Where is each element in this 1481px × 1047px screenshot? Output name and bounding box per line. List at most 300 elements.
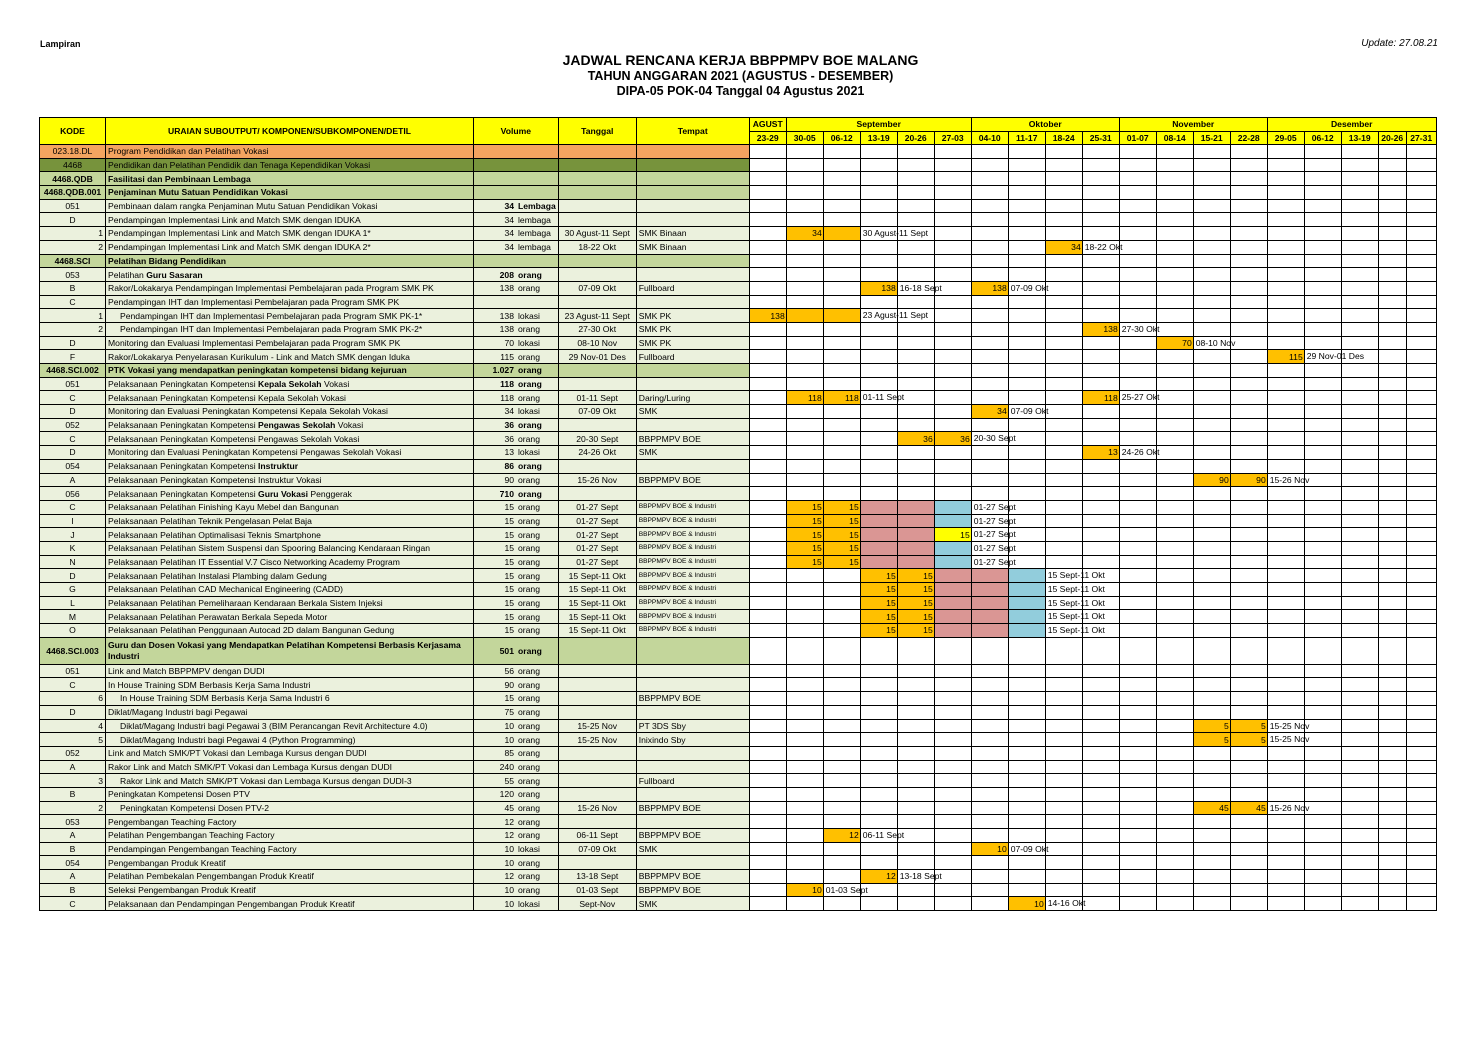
week-cell xyxy=(1082,541,1119,555)
row-date xyxy=(558,186,636,200)
week-cell xyxy=(1267,268,1304,282)
volume-number: 1.027 xyxy=(492,365,514,376)
week-cell xyxy=(786,432,823,446)
row-volume xyxy=(474,309,559,323)
row-place: BBPPMPV BOE xyxy=(636,829,749,843)
week-cell xyxy=(1119,145,1156,159)
week-cell xyxy=(823,774,860,788)
week-cell xyxy=(1082,842,1119,856)
week-cell xyxy=(749,432,786,446)
week-cell xyxy=(1193,856,1230,870)
row-description: Pelaksanaan Peningkatan Kompetensi Pengawas Sekolah Vokasi xyxy=(106,418,474,432)
row-date: 15 Sept-11 Okt xyxy=(558,596,636,610)
row-code: I xyxy=(40,514,106,528)
week-cell xyxy=(860,760,897,774)
row-code: B xyxy=(40,842,106,856)
volume-number: 10 xyxy=(504,734,514,745)
week-cell xyxy=(1304,405,1341,419)
week-cell xyxy=(971,309,1008,323)
week-value: 138 xyxy=(881,283,896,294)
row-place: BBPPMPV BOE & Industri xyxy=(636,596,749,610)
week-cell xyxy=(1267,405,1304,419)
volume-unit: orang xyxy=(518,871,540,882)
week-cell xyxy=(823,213,860,227)
week-cell xyxy=(971,829,1008,843)
week-value: 15 xyxy=(886,584,896,595)
week-cell xyxy=(749,500,786,514)
volume-unit: lokasi xyxy=(518,447,540,458)
week-value: 15 xyxy=(923,584,933,595)
week-cell xyxy=(1406,145,1436,159)
week-cell xyxy=(1082,391,1119,405)
row-date: 15 Sept-11 Okt xyxy=(558,610,636,624)
week-cell xyxy=(1341,295,1378,309)
week-value: 90 xyxy=(1256,474,1266,485)
week-cell xyxy=(1045,637,1082,664)
week-cell xyxy=(1156,733,1193,747)
week-cell xyxy=(823,733,860,747)
week-value: 15 xyxy=(812,556,822,567)
week-date-label: 01-27 Sept xyxy=(973,556,1016,567)
week-cell xyxy=(1119,787,1156,801)
week-value: 118 xyxy=(1104,392,1118,403)
week-cell xyxy=(934,487,971,501)
week-cell xyxy=(1341,842,1378,856)
week-cell xyxy=(1082,309,1119,323)
week-cell xyxy=(1156,473,1193,487)
row-volume xyxy=(474,774,559,788)
week-value: 45 xyxy=(1256,802,1266,813)
week-value: 13 xyxy=(1108,447,1118,458)
week-cell xyxy=(1045,528,1082,542)
week-cell xyxy=(934,158,971,172)
week-cell xyxy=(1230,500,1267,514)
week-cell xyxy=(1230,446,1267,460)
week-cell xyxy=(897,569,934,583)
week-cell xyxy=(1082,227,1119,241)
week-value: 34 xyxy=(997,406,1007,417)
week-cell xyxy=(1119,309,1156,323)
week-cell xyxy=(860,172,897,186)
week-cell xyxy=(1008,760,1045,774)
week-cell xyxy=(1156,364,1193,378)
week-cell xyxy=(749,692,786,706)
volume-unit: orang xyxy=(518,707,540,718)
week-cell xyxy=(1045,678,1082,692)
week-cell xyxy=(934,418,971,432)
week-cell xyxy=(934,829,971,843)
week-cell xyxy=(823,596,860,610)
row-code: A xyxy=(40,829,106,843)
week-cell xyxy=(1267,281,1304,295)
week-cell xyxy=(1008,815,1045,829)
week-cell xyxy=(897,692,934,706)
week-cell xyxy=(1341,213,1378,227)
week-cell xyxy=(1341,610,1378,624)
week-cell xyxy=(1156,897,1193,911)
week-cell xyxy=(1341,364,1378,378)
row-code: 056 xyxy=(40,487,106,501)
week-cell xyxy=(786,336,823,350)
row-volume xyxy=(474,514,559,528)
week-cell xyxy=(1378,268,1406,282)
week-cell xyxy=(971,145,1008,159)
week-cell xyxy=(1045,446,1082,460)
week-cell xyxy=(971,350,1008,364)
week-cell xyxy=(1378,528,1406,542)
week-date-label: 15-26 Nov xyxy=(1269,474,1310,485)
week-cell xyxy=(823,309,860,323)
week-cell xyxy=(1156,268,1193,282)
week-date-label: 07-09 Okt xyxy=(1010,843,1049,854)
row-date: 01-27 Sept xyxy=(558,541,636,555)
week-cell xyxy=(1378,569,1406,583)
row-place: BBPPMPV BOE & Industri xyxy=(636,610,749,624)
week-cell xyxy=(1341,254,1378,268)
row-volume xyxy=(474,870,559,884)
week-cell xyxy=(860,842,897,856)
week-cell xyxy=(786,295,823,309)
description-emphasis: Instruktur xyxy=(258,461,299,472)
row-place xyxy=(636,377,749,391)
week-cell xyxy=(1406,787,1436,801)
week-cell xyxy=(1267,664,1304,678)
week-cell xyxy=(1378,555,1406,569)
week-cell xyxy=(1045,500,1082,514)
week-cell xyxy=(897,883,934,897)
week-cell xyxy=(1156,555,1193,569)
week-cell xyxy=(823,405,860,419)
week-cell xyxy=(1267,514,1304,528)
row-volume xyxy=(474,199,559,213)
week-cell xyxy=(1267,842,1304,856)
week-cell xyxy=(823,500,860,514)
week-cell xyxy=(1082,254,1119,268)
week-value: 15 xyxy=(923,570,933,581)
week-date-label: 15 Sept-11 Okt xyxy=(1047,625,1105,636)
row-description: Diklat/Magang Industri bagi Pegawai xyxy=(106,705,474,719)
week-cell xyxy=(1045,829,1082,843)
week-cell xyxy=(1045,391,1082,405)
week-cell xyxy=(1156,432,1193,446)
row-code: 4468.SCI.003 xyxy=(40,637,106,664)
week-cell xyxy=(749,145,786,159)
week-cell xyxy=(1008,459,1045,473)
week-cell xyxy=(1119,172,1156,186)
week-cell xyxy=(934,787,971,801)
week-header: 20-26 xyxy=(1378,131,1406,145)
week-cell xyxy=(1156,692,1193,706)
description-emphasis: Guru Sasaran xyxy=(146,269,203,280)
table-row xyxy=(40,473,1437,487)
week-cell xyxy=(823,787,860,801)
row-volume xyxy=(474,500,559,514)
row-volume xyxy=(474,473,559,487)
week-cell xyxy=(1406,432,1436,446)
row-code: 052 xyxy=(40,746,106,760)
row-volume xyxy=(474,897,559,911)
volume-number: 12 xyxy=(504,830,514,841)
row-place xyxy=(636,760,749,774)
week-cell xyxy=(1304,774,1341,788)
week-cell xyxy=(1193,145,1230,159)
week-cell xyxy=(1341,829,1378,843)
week-cell xyxy=(1119,322,1160,336)
week-cell xyxy=(1082,459,1119,473)
week-cell xyxy=(1341,459,1378,473)
row-place: BBPPMPV BOE & Industri xyxy=(636,569,749,583)
week-cell xyxy=(1230,405,1267,419)
week-cell xyxy=(971,213,1008,227)
week-cell xyxy=(786,870,823,884)
row-place: SMK Binaan xyxy=(636,227,749,241)
week-cell xyxy=(1341,514,1378,528)
week-cell xyxy=(1304,815,1341,829)
week-cell xyxy=(1008,446,1045,460)
row-code: A xyxy=(40,870,106,884)
row-code: 1 xyxy=(40,227,106,241)
week-cell xyxy=(1378,514,1406,528)
week-cell xyxy=(1341,309,1378,323)
week-cell xyxy=(1378,664,1406,678)
row-description: Penjaminan Mutu Satuan Pendidikan Vokasi xyxy=(106,186,474,200)
row-volume xyxy=(474,391,559,405)
week-cell xyxy=(786,309,823,323)
week-cell xyxy=(971,746,1008,760)
table-row xyxy=(40,856,1437,870)
row-place xyxy=(636,254,749,268)
week-cell xyxy=(1267,787,1304,801)
week-cell xyxy=(1230,309,1267,323)
row-date: 01-27 Sept xyxy=(558,500,636,514)
week-cell xyxy=(1119,254,1156,268)
volume-unit: orang xyxy=(518,611,540,622)
week-cell xyxy=(1008,322,1045,336)
week-cell xyxy=(749,336,786,350)
week-cell xyxy=(823,514,860,528)
row-volume xyxy=(474,583,559,597)
volume-unit: lokasi xyxy=(518,898,540,909)
table-row xyxy=(40,692,1437,706)
week-cell xyxy=(1378,240,1406,254)
week-cell xyxy=(1082,186,1119,200)
row-date xyxy=(558,158,636,172)
row-place xyxy=(636,418,749,432)
table-row xyxy=(40,774,1437,788)
week-cell xyxy=(1406,664,1436,678)
week-cell xyxy=(860,815,897,829)
week-cell xyxy=(1082,295,1119,309)
week-cell xyxy=(1082,733,1119,747)
week-cell xyxy=(1304,719,1341,733)
row-code: 3 xyxy=(40,774,106,788)
week-cell xyxy=(1008,350,1045,364)
row-place xyxy=(636,678,749,692)
week-cell xyxy=(1406,295,1436,309)
week-cell xyxy=(1156,309,1193,323)
week-cell xyxy=(1193,418,1230,432)
week-cell xyxy=(1378,500,1406,514)
week-cell xyxy=(1267,610,1304,624)
week-cell xyxy=(1378,637,1406,664)
week-cell xyxy=(1267,596,1304,610)
week-cell xyxy=(1406,678,1436,692)
week-cell xyxy=(971,227,1008,241)
volume-number: 15 xyxy=(504,515,514,526)
week-cell xyxy=(1045,432,1082,446)
week-cell xyxy=(971,459,1008,473)
week-cell xyxy=(1341,815,1378,829)
week-cell xyxy=(1267,692,1304,706)
week-cell xyxy=(1119,664,1156,678)
row-date: 07-09 Okt xyxy=(558,842,636,856)
update-date: Update: 27.08.21 xyxy=(1361,38,1438,49)
week-cell xyxy=(1267,637,1304,664)
week-cell xyxy=(1045,281,1082,295)
week-cell xyxy=(1008,842,1049,856)
row-description: Pelaksanaan Pelatihan Instalasi Plambing dalam Gedung xyxy=(106,569,474,583)
week-cell xyxy=(1378,145,1406,159)
week-value: 15 xyxy=(849,543,859,554)
week-cell xyxy=(1045,213,1082,227)
row-description: Seleksi Pengembangan Produk Kreatif xyxy=(106,883,474,897)
row-date: 01-03 Sept xyxy=(558,883,636,897)
week-cell xyxy=(1378,774,1406,788)
week-cell xyxy=(1156,254,1193,268)
week-cell xyxy=(823,528,860,542)
week-cell xyxy=(1230,746,1267,760)
week-cell xyxy=(1341,746,1378,760)
row-place: BBPPMPV BOE xyxy=(636,432,749,446)
table-row xyxy=(40,213,1437,227)
week-cell xyxy=(897,897,934,911)
row-date: 07-09 Okt xyxy=(558,281,636,295)
row-code: J xyxy=(40,528,106,542)
table-row xyxy=(40,678,1437,692)
week-cell xyxy=(1193,815,1230,829)
week-cell xyxy=(971,842,1008,856)
week-cell xyxy=(786,172,823,186)
row-date xyxy=(558,459,636,473)
week-cell xyxy=(786,746,823,760)
volume-unit: orang xyxy=(518,625,540,636)
week-cell xyxy=(1378,227,1406,241)
week-cell xyxy=(934,227,971,241)
row-place: SMK xyxy=(636,405,749,419)
table-row xyxy=(40,172,1437,186)
week-cell xyxy=(749,377,786,391)
week-cell xyxy=(1230,610,1267,624)
week-cell xyxy=(786,213,823,227)
week-cell xyxy=(1304,364,1341,378)
week-header: 22-28 xyxy=(1230,131,1267,145)
week-date-label: 20-30 Sept xyxy=(973,433,1016,444)
week-cell xyxy=(1082,213,1119,227)
week-cell xyxy=(1156,459,1193,473)
week-cell xyxy=(1304,555,1341,569)
week-cell xyxy=(1193,624,1230,638)
week-cell xyxy=(749,787,786,801)
week-cell xyxy=(1304,610,1341,624)
week-cell xyxy=(1045,336,1082,350)
row-description: Pelaksanaan Peningkatan Kompetensi Instruktur Vokasi xyxy=(106,473,474,487)
week-cell xyxy=(1119,829,1156,843)
week-cell xyxy=(860,528,897,542)
week-cell xyxy=(1193,733,1230,747)
week-cell xyxy=(1341,555,1378,569)
week-value: 34 xyxy=(1071,242,1081,253)
row-volume xyxy=(474,405,559,419)
week-cell xyxy=(1230,842,1267,856)
week-cell xyxy=(897,405,934,419)
week-cell xyxy=(1193,268,1230,282)
row-code: C xyxy=(40,391,106,405)
week-cell xyxy=(1193,555,1230,569)
week-cell xyxy=(1193,787,1230,801)
table-row xyxy=(40,240,1437,254)
week-cell xyxy=(1008,186,1045,200)
week-cell xyxy=(1119,336,1156,350)
row-place xyxy=(636,364,749,378)
week-cell xyxy=(1304,213,1341,227)
row-place: BBPPMPV BOE & Industri xyxy=(636,555,749,569)
row-description: Pembinaan dalam rangka Penjaminan Mutu Satuan Pendidikan Vokasi xyxy=(106,199,474,213)
week-cell xyxy=(1156,746,1193,760)
week-cell xyxy=(1193,446,1230,460)
row-description: Pelaksanaan Peningkatan Kompetensi Pengawas Sekolah Vokasi xyxy=(106,432,474,446)
week-cell xyxy=(934,432,971,446)
volume-unit: orang xyxy=(518,645,542,656)
week-cell xyxy=(1378,870,1406,884)
week-cell xyxy=(971,254,1008,268)
week-cell xyxy=(749,719,786,733)
volume-unit: lembaga xyxy=(518,228,551,239)
week-cell xyxy=(934,199,971,213)
row-description: In House Training SDM Berbasis Kerja Sama Industri 6 xyxy=(106,692,474,706)
week-cell xyxy=(1267,583,1304,597)
week-cell xyxy=(971,583,1008,597)
volume-number: 10 xyxy=(504,857,514,868)
week-cell xyxy=(897,158,934,172)
week-cell xyxy=(1119,227,1156,241)
week-cell xyxy=(1119,487,1156,501)
row-volume xyxy=(474,692,559,706)
week-value: 15 xyxy=(849,556,859,567)
week-cell xyxy=(897,746,934,760)
row-description: Pelaksanaan Pelatihan Perawatan Berkala Sepeda Motor xyxy=(106,610,474,624)
week-cell xyxy=(1378,897,1406,911)
week-cell xyxy=(749,281,786,295)
week-cell xyxy=(934,774,971,788)
week-cell xyxy=(786,801,823,815)
week-value: 15 xyxy=(849,502,859,513)
week-cell xyxy=(749,883,786,897)
week-cell xyxy=(1304,487,1341,501)
volume-unit: orang xyxy=(518,584,540,595)
row-place xyxy=(636,172,749,186)
row-date xyxy=(558,746,636,760)
row-description: Pendampingan Implementasi Link and Match SMK dengan IDUKA 2* xyxy=(106,240,474,254)
week-cell xyxy=(897,377,934,391)
week-cell xyxy=(1230,240,1267,254)
week-cell xyxy=(1045,459,1082,473)
table-row xyxy=(40,446,1437,460)
week-cell xyxy=(1045,227,1082,241)
week-cell xyxy=(1406,514,1436,528)
week-cell xyxy=(1267,240,1304,254)
row-place: BBPPMPV BOE xyxy=(636,801,749,815)
week-cell xyxy=(749,418,786,432)
